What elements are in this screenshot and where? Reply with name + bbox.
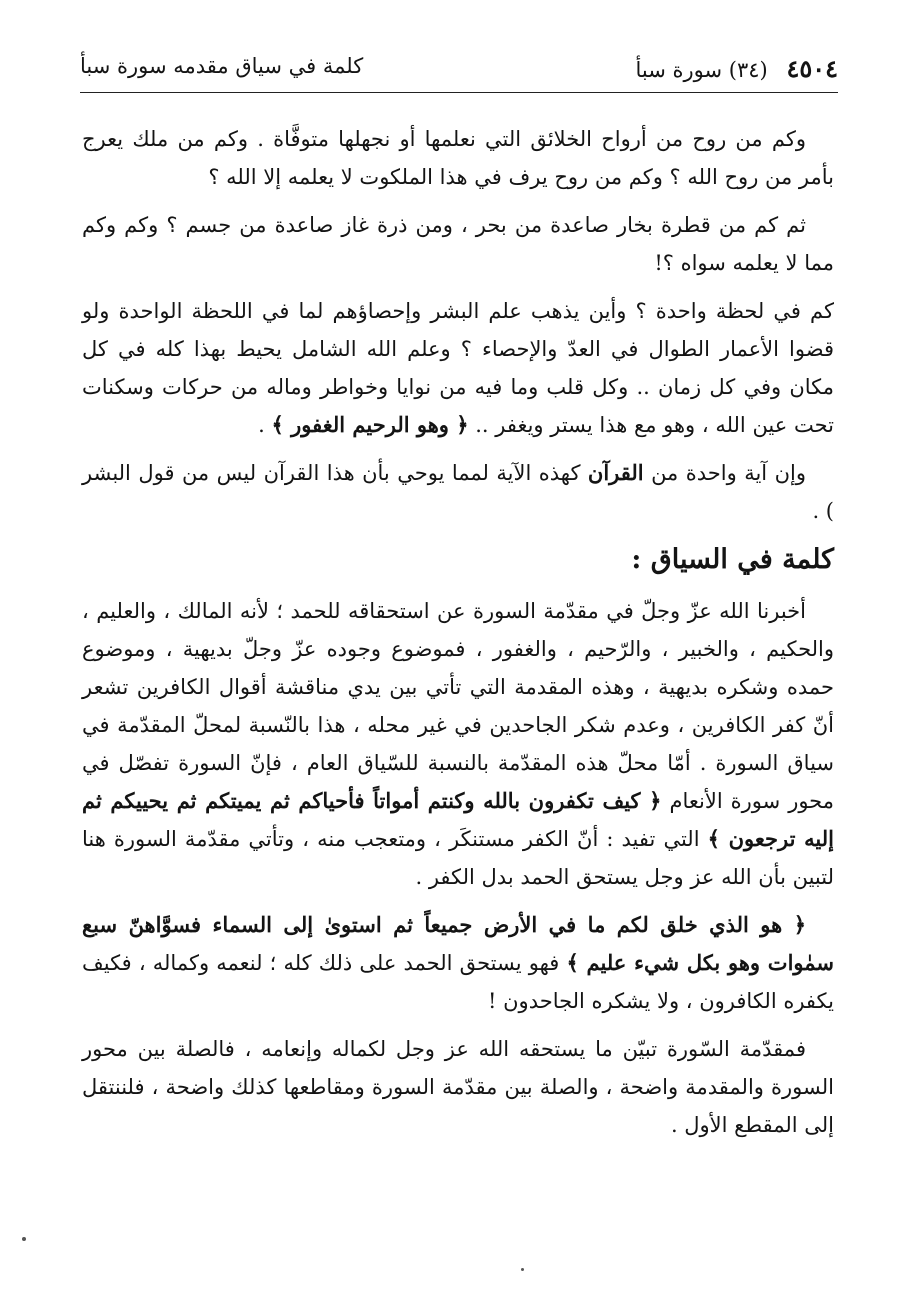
- paragraph-5-start: أخبرنا الله عزّ وجلّ في مقدّمة السورة عن استحقاقه للحمد ؛ لأنه المالك ، والعليم ، والحكيم ، والخبير ، والرّحيم ، والغفور ، فموضوع وجوده عزّ وجلّ بديهية ، وموضوع حمده وشكره بديهية ، وهذه المقدمة التي تأتي بين يدي مناقشة أقوال الكافرين تشعر أنّ كفر الكافرين ، وعدم شكر الجاحدين في غير محله ، هذا بالنّسبة لمحلّ المقدّمة في سياق السورة . أمّا محلّ هذه المقدّمة بالنسبة للسّياق العام ، فإنّ السورة تفصّل في محور سورة الأنعام: [82, 599, 834, 813]
- paragraph-5: [82, 592, 834, 896]
- paragraph-4-start: وإن آية واحدة من: [643, 461, 806, 485]
- paragraph-4-bold: القرآن: [587, 460, 644, 485]
- page-number: ٤٥٠٤: [786, 54, 838, 83]
- paragraph-3: [82, 292, 834, 444]
- quran-verse-2: ﴿ كيف تكفرون بالله وكنتم أمواتاً فأحياكم ثم يميتكم ثم يحييكم ثم إليه ترجعون ﴾: [82, 788, 834, 851]
- paragraph-1: وكم من روح من أرواح الخلائق التي نعلمها أو نجهلها متوفَّاة . وكم من ملك يعرج بأمر من روح الله ؟ وكم من روح يرف في هذا الملكوت لا يعلمه إلا الله ؟: [82, 127, 834, 189]
- paragraph-3-end: .: [258, 413, 272, 437]
- paragraph-6: [82, 906, 834, 1020]
- paragraph-4-end: كهذه الآية لمما يوحي بأن هذا القرآن ليس من قول البشر ) .: [82, 461, 834, 523]
- page-header: [80, 52, 838, 93]
- section-heading: كلمة في السياق :: [631, 544, 834, 575]
- quran-verse-1: ﴿ وهو الرحيم الغفور ﴾: [271, 412, 469, 437]
- header-page-info: [636, 54, 838, 83]
- scan-speck: [521, 1268, 524, 1271]
- section-title: كلمة في سياق مقدمه سورة سبأ: [80, 54, 364, 78]
- paragraph-2: ثم كم من قطرة بخار صاعدة من بحر ، ومن ذرة غاز صاعدة من جسم ؟ وكم وكم مما لا يعلمه سواه ؟!: [82, 213, 834, 275]
- paragraph-4: [82, 454, 834, 530]
- scan-speck: [22, 1237, 26, 1241]
- paragraph-3-text: كم في لحظة واحدة ؟ وأين يذهب علم البشر وإحصاؤهم لما في اللحظة الواحدة ولو قضوا الأعمار الطوال في العدّ والإحصاء ؟ وعلم الله الشامل يحيط بهذا كله في كل مكان وفي كل زمان .. وكل قلب وما فيه من نوايا وخواطر وماله من حركات وسكنات تحت عين الله ، وهو مع هذا يستر ويغفر ..: [82, 299, 834, 437]
- paragraph-6-end: فهو يستحق الحمد على ذلك كله ؛ لنعمه وكماله ، فكيف يكفره الكافرون ، ولا يشكره الجاحدون !: [82, 951, 834, 1013]
- quran-verse-3: ﴿ هو الذي خلق لكم ما في الأرض جميعاً ثم استوىٰ إلى السماء فسوَّاهنّ سبع سمٰوات وهو بكل شيء عليم ﴾: [82, 912, 834, 975]
- paragraph-7: فمقدّمة السّورة تبيّن ما يستحقه الله عز وجل لكماله وإنعامه ، فالصلة بين محور السورة والمقدمة واضحة ، والصلة بين مقدّمة السورة ومقاطعها كذلك واضحة ، فلننتقل إلى المقطع الأول .: [82, 1037, 834, 1137]
- surah-reference: (٣٤) سورة سبأ: [635, 58, 768, 82]
- page-body: [82, 120, 834, 1154]
- paragraph-5-end: التي تفيد : أنّ الكفر مستنكَر ، ومتعجب منه ، وتأتي مقدّمة السورة هنا لتبين بأن الله عز وجل يستحق الحمد بدل الكفر .: [82, 827, 834, 889]
